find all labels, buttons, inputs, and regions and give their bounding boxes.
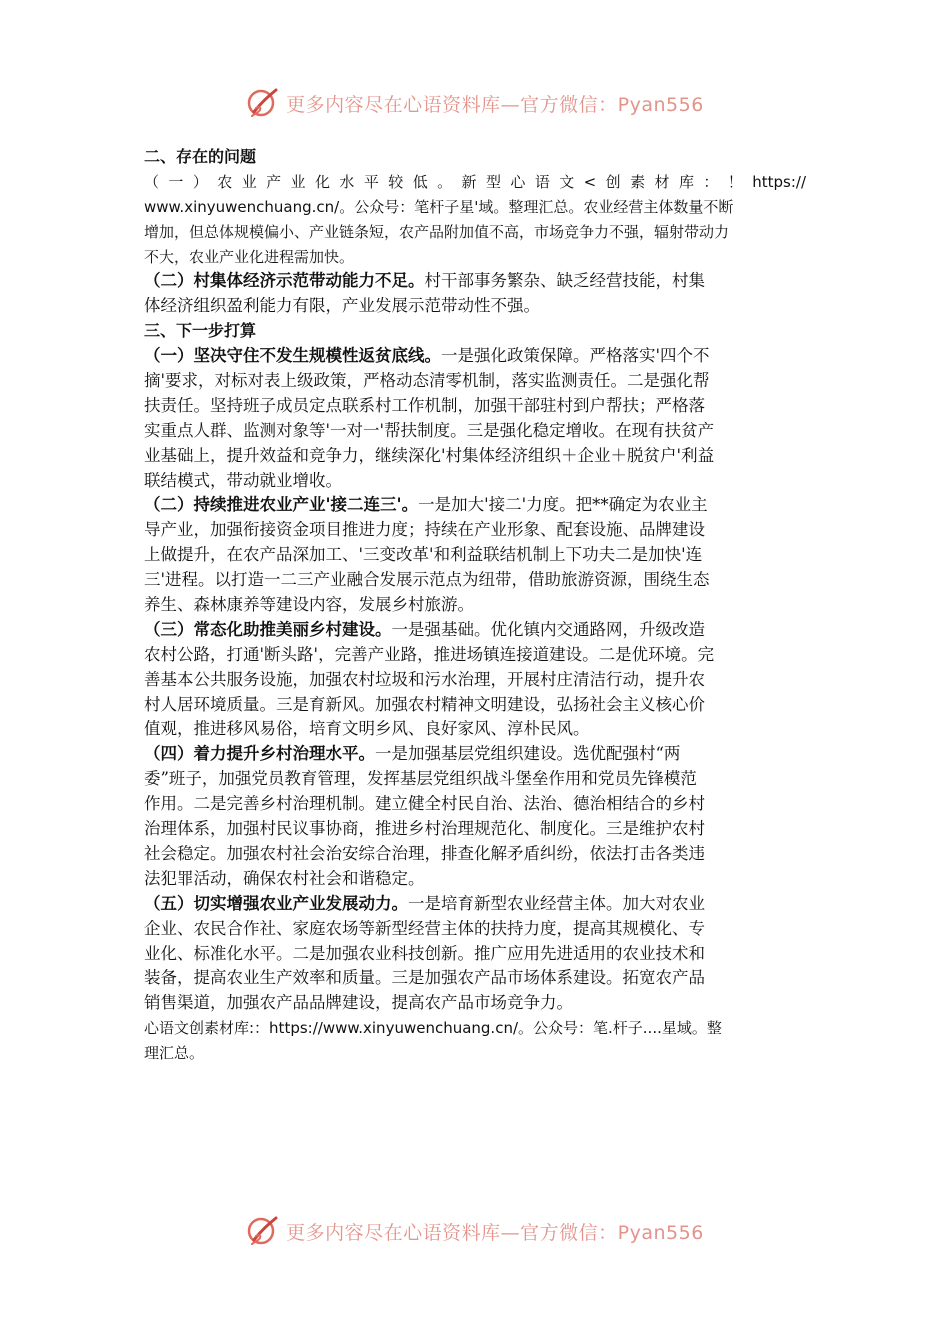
- para-6-line-3: 作用。二是完善乡村治理机制。建立健全村民自治、法治、德治相结合的乡村: [144, 794, 705, 814]
- para-3-text: 一是强化政策保障。严格落实'四个不: [441, 346, 710, 366]
- banner-text-cn: 更多内容尽在心语资料库—官方微信：: [286, 1221, 618, 1244]
- para-7-line-2: 企业、农民合作社、家庭农场等新型经营主体的扶持力度，提高其规模化、专: [144, 918, 705, 938]
- para-6-line-6: 法犯罪活动，确保农村社会和谐稳定。: [144, 868, 425, 888]
- para-1-line-2: www.xinyuwenchuang.cn/。公众号：笔杆子星'域。整理汇总。农业经营主体数量不断: [144, 197, 734, 216]
- para-2-line-2: 体经济组织盈利能力有限，产业发展示范带动性不强。: [144, 296, 540, 316]
- header-banner: [0, 81, 950, 125]
- para-4-line-5: 养生、森林康养等建设内容，发展乡村旅游。: [144, 595, 474, 615]
- banner-text: [286, 1218, 704, 1245]
- para-4-heading: （二）持续推进农业产业'接二连三'。: [144, 495, 419, 515]
- para-2-text: 村干部事务繁杂、缺乏经营技能，村集: [424, 271, 705, 291]
- para-7-heading: （五）切实增强农业产业发展动力。: [144, 893, 408, 913]
- para-1-line-4: 不大，农业产业化进程需加快。: [144, 247, 355, 266]
- para-5-heading: （三）常态化助推美丽乡村建设。: [144, 619, 392, 639]
- banner-text-wechat: Pyan556: [617, 93, 704, 116]
- para-7-line-4: 装备，提高农业生产效率和质量。三是加强农产品市场体系建设。拓宽农产品: [144, 968, 705, 988]
- footer-note-line-1: 心语文创素材库:：https://www.xinyuwenchuang.cn/。公众号：笔.杆子....星域。整: [144, 1019, 722, 1038]
- para-4-line-2: 导产业，加强衔接资金项目推进力度；持续在产业形象、配套设施、品牌建设: [144, 520, 705, 540]
- brush-logo-icon: [246, 86, 280, 120]
- para-6-heading: （四）着力提升乡村治理水平。: [144, 744, 375, 764]
- para-3-line-4: 实重点人群、监测对象等'一对一'帮扶制度。三是强化稳定增收。在现有扶贫产: [144, 420, 715, 440]
- para-2-heading: （二）村集体经济示范带动能力不足。: [144, 271, 425, 291]
- para-6-line-2: 委”班子，加强党员教育管理，发挥基层党组织战斗堡垒作用和党员先锋模范: [144, 769, 697, 789]
- para-4-line-4: 三'进程。以打造一二三产业融合发展示范点为纽带，借助旅游资源，围绕生态: [144, 570, 710, 590]
- document-body: [144, 145, 806, 1066]
- footer-note-line-2: 理汇总。: [144, 1044, 205, 1063]
- para-4-text: 一是加大'接二'力度。把**确定为农业主: [418, 495, 708, 515]
- para-7-line-3: 业化、标准化水平。二是加强农业科技创新。推广应用先进适用的农业技术和: [144, 943, 705, 963]
- para-2-line-1: [144, 269, 806, 294]
- banner-text-wechat: Pyan556: [617, 1221, 704, 1244]
- para-3-line-1: [144, 344, 806, 369]
- para-5-line-2: 农村公路，打通'断头路'，完善产业路，推进场镇连接道建设。二是优环境。完: [144, 644, 715, 664]
- para-4-line-1: [144, 493, 806, 518]
- para-5-text: 一是强基础。优化镇内交通路网，升级改造: [391, 619, 705, 639]
- para-6-line-4: 治理体系，加强村民议事协商，推进乡村治理规范化、制度化。三是维护农村: [144, 819, 705, 839]
- para-3-line-3: 扶责任。坚持班子成员定点联系村工作机制，加强干部驻村到户帮扶；严格落: [144, 395, 705, 415]
- para-3-heading: （一）坚决守住不发生规模性返贫底线。: [144, 346, 441, 366]
- section-3-title: 三、下一步打算: [144, 321, 257, 341]
- para-5-line-5: 值观，推进移风易俗，培育文明乡风、良好家风、淳朴民风。: [144, 719, 590, 739]
- para-6-line-1: [144, 742, 806, 767]
- brush-logo-icon: [246, 1214, 280, 1248]
- banner-text-cn: 更多内容尽在心语资料库—官方微信：: [286, 93, 618, 116]
- para-5-line-1: [144, 618, 806, 643]
- para-5-line-3: 善基本公共服务设施，加强农村垃圾和污水治理，开展村庄清洁行动，提升农: [144, 669, 705, 689]
- para-3-line-2: 摘'要求，对标对表上级政策，严格动态清零机制，落实监测责任。二是强化帮: [144, 371, 710, 391]
- para-4-line-3: 上做提升，在农产品深加工、'三变改革'和利益联结机制上下功夫二是加快'连: [144, 545, 703, 565]
- footer-banner: [0, 1209, 950, 1253]
- para-3-line-5: 业基础上，提升效益和竞争力，继续深化'村集体经济组织＋企业＋脱贫户'利益: [144, 445, 715, 465]
- para-7-line-1: [144, 892, 806, 917]
- para-1-line-3: 增加，但总体规模偏小、产业链条短，农产品附加值不高，市场竞争力不强，辐射带动力: [144, 222, 730, 241]
- para-3-line-6: 联结模式，带动就业增收。: [144, 470, 342, 490]
- para-6-text: 一是加强基层党组织建设。选优配强村“两: [375, 744, 681, 764]
- para-5-line-4: 村人居环境质量。三是育新风。加强农村精神文明建设，弘扬社会主义核心价: [144, 694, 705, 714]
- para-7-line-5: 销售渠道，加强农产品品牌建设，提高农产品市场竞争力。: [144, 993, 573, 1013]
- section-2-title: 二、存在的问题: [144, 147, 257, 166]
- para-6-line-5: 社会稳定。加强农村社会治安综合治理，排查化解矛盾纠纷，依法打击各类违: [144, 843, 705, 863]
- banner-text: [286, 90, 704, 117]
- para-7-text: 一是培育新型农业经营主体。加大对农业: [408, 893, 705, 913]
- para-1-line-1: （一）农业产业化水平较低。新型心语文<创素材库：！https://: [144, 172, 806, 191]
